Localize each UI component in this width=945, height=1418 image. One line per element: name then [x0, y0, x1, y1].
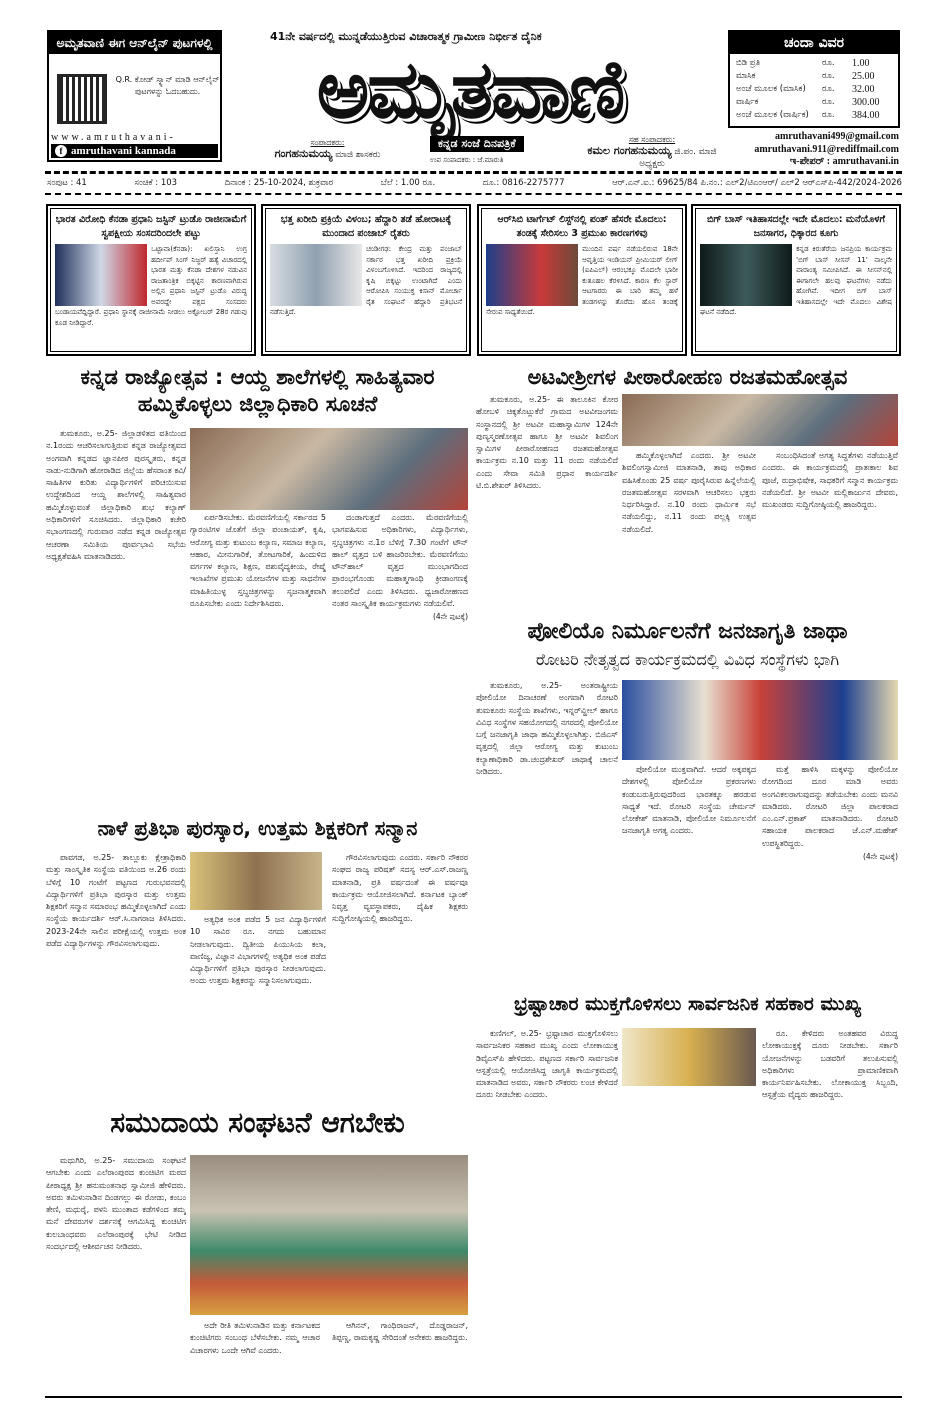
epaper-link[interactable]: ಇ-ಪೇಪರ್ : amruthavani.in	[789, 156, 899, 167]
photo-rally	[622, 680, 898, 760]
article-text: ರೂ. ಕೇಳಿದರು ಅಂತಹವರ ವಿರುದ್ಧ ಲೋಕಾಯುಕ್ತಕ್ಕೆ ದೂರು ನೀಡಬೇಕು. ಸರ್ಕಾರಿ ಯೋಜನೆಗಳನ್ನು ಬಡವರಿಗೆ ತಲುಪಿಸುವಲ್ಲಿ ಅಧಿಕಾರಿಗಳು ಪ್ರಾಮಾಣಿಕವಾಗಿ ಕಾರ್ಯನಿರ್ವಹಿಸಬೇಕು. ಲೋಕಾಯುಕ್ತ ಸಿಬ್ಬಂದಿ, ಆಸ್ಪತ್ರೆಯ ವೈದ್ಯರು ಹಾಜರಿದ್ದರು.	[762, 1029, 898, 1100]
headline-samudaya[interactable]: ಸಮುದಾಯ ಸಂಘಟನೆ ಆಗಬೇಕು	[110, 1106, 405, 1139]
facebook-link[interactable]	[51, 144, 218, 158]
continued-label: (4ನೇ ಪುಟಕ್ಕೆ)	[862, 852, 898, 862]
bottom-rule	[45, 1396, 902, 1398]
subscription-label: ಅಂಚೆ ಮೂಲಕ (ಮಾಸಿಕ)	[736, 84, 806, 94]
top-story-headline[interactable]: ಆರ್‌ಸಿಬಿ ಟಾರ್ಗೆಟ್ ಲಿಸ್ಟ್‌ನಲ್ಲಿ ಪಂತ್ ಹೆಸರೇ ಮೊದಲು: ತಂಡಕ್ಕೆ ಸೇರಿಸಲು 3 ಪ್ರಮುಖ ಕಾರಣಗಳಿವು	[497, 214, 667, 239]
headline-pratibha[interactable]: ನಾಳೆ ಪ್ರತಿಭಾ ಪುರಸ್ಕಾರ, ಉತ್ತಮ ಶಿಕ್ಷಕರಿಗೆ ಸನ್ಮಾನ	[97, 816, 418, 840]
email-rediff[interactable]: amruthavani.911@rediffmail.com	[754, 143, 899, 155]
subscription-label: ಬಿಡಿ ಪ್ರತಿ	[736, 58, 761, 68]
top-story-photo	[700, 244, 792, 306]
newspaper-subtitle: ಕನ್ನಡ ಸಂಜೆ ದಿನಪತ್ರಿಕೆ	[430, 136, 524, 152]
deputy-editor: ಉಪ ಸಂಪಾದಕರು : ಜೆ.ಮಾರುತಿ	[430, 156, 504, 164]
top-story-box[interactable]	[478, 205, 686, 355]
subscription-amount: 25.00	[852, 71, 875, 82]
qr-promo-box	[47, 30, 222, 162]
top-story-text: ಮುಂದಿನ ವರ್ಷ ನಡೆಯಲಿರುವ 18ನೇ ಆವೃತ್ತಿಯ ಇಂಡಿಯನ್ ಪ್ರೀಮಿಯರ್ ಲೀಗ್ (ಐಪಿಎಲ್) ಆರಂಭಕ್ಕೂ ಮೊದಲೇ ಭಾರೀ ಕುತೂಹಲ ಕೆರಳಿಸಿದೆ. ಕಾರಣ ಕೆಲ ಸ್ಟಾರ್ ಆಟಗಾರರು ಈ ಬಾರಿ ತಮ್ಮ ಹಳೆ ತಂಡಗಳನ್ನು ತೊರೆದು ಹೊಸ ತಂಡಕ್ಕೆ ಸೇರುವ ಸಾಧ್ಯತೆಯಿದೆ.	[486, 245, 678, 316]
photo-lokayukta	[622, 1028, 756, 1086]
issue-number: ಸಂಚಿಕೆ : 103	[134, 178, 178, 188]
subscription-row	[730, 96, 898, 109]
editor-name: ಗಂಗಹನುಮಯ್ಯ	[274, 147, 333, 160]
article-text: ಪೋಲಿಯೋ ಮುಕ್ತವಾಗಿದೆ. ಆದರೆ ಅಕ್ಕಪಕ್ಕದ ದೇಶಗಳಲ್ಲಿ ಪೋಲಿಯೋ ಪ್ರಕರಣಗಳು ಕಂಡುಬರುತ್ತಿರುವುದರಿಂದ ಭಾರತಕ್ಕೂ ಹರಡುವ ಸಾಧ್ಯತೆ ಇದೆ. ರೋಟರಿ ಸಂಸ್ಥೆಯ ಚೇರ್ಮನ್ ಲೋಕೇಶ್ ಮಾತನಾಡಿ, ಪೋಲಿಯೋ ನಿರ್ಮೂಲನೆಗೆ ಜನಜಾಗೃತಿ ಅಗತ್ಯ ಎಂದರು.	[622, 765, 756, 836]
divider	[45, 171, 902, 174]
facebook-handle: amruthavani kannada	[71, 145, 176, 157]
subscription-row	[730, 109, 898, 122]
phone: ದೂ.: 0816-2275777	[482, 178, 565, 188]
top-story-text: ಚಂಡೀಗಢ: ಕೇಂದ್ರ ಮತ್ತು ಪಂಜಾಬ್ ಸರ್ಕಾರ ಭತ್ತ ಖರೀದಿ ಪ್ರಕ್ರಿಯೆ ವಿಳಂಬಗೊಳಿಸಿದೆ. ಇದರಿಂದ ರಾಜ್ಯದಲ್ಲಿ ಕೃಷಿ ಬಿಕ್ಕಟ್ಟು ಉಂಟಾಗಿದೆ ಎಂದು ಆರೋಪಿಸಿ ಸಂಯುಕ್ತ ಕಿಸಾನ್ ಮೋರ್ಚಾ ರೈತ ಸಂಘಟನೆ ಹೆದ್ದಾರಿ ಪ್ರತಿಭಟನೆ ನಡೆಸುತ್ತಿದೆ.	[270, 245, 462, 316]
subheadline-polio: ರೋಟರಿ ನೇತೃತ್ವದ ಕಾರ್ಯಕ್ರಮದಲ್ಲಿ ವಿವಿಧ ಸಂಸ್ಥೆಗಳು ಭಾಗಿ	[535, 650, 840, 669]
subscription-label: ಮಾಸಿಕ	[736, 71, 756, 81]
headline-corruption[interactable]: ಭ್ರಷ್ಟಾಚಾರ ಮುಕ್ತಗೊಳಿಸಲು ಸಾರ್ವಜನಿಕ ಸಹಕಾರ ಮುಖ್ಯ	[513, 993, 862, 1015]
subscription-row	[730, 83, 898, 96]
top-story-photo	[55, 244, 147, 306]
photo-meeting	[190, 428, 468, 510]
article-text: ಗೌರವಿಸಲಾಗುವುದು ಎಂದರು. ಸರ್ಕಾರಿ ನೌಕರರ ಸಂಘದ ರಾಜ್ಯ ಪರಿಷತ್ ಸದಸ್ಯ ಆರ್.ಎಸ್.ರಾಜಣ್ಣ ಮಾತನಾಡಿ, ಪ್ರತಿ ವರ್ಷದಂತೆ ಈ ವರ್ಷವೂ ಕಾರ್ಯಕ್ರಮ ಆಯೋಜಿಸಲಾಗಿದೆ. ಕರ್ನಾಟಕ ಬ್ಯಾಂಕ್ ನಿವೃತ್ತ ವ್ಯವಸ್ಥಾಪಕರು, ದೈಹಿಕ ಶಿಕ್ಷಕರು ಸುದ್ದಿಗೋಷ್ಠಿಯಲ್ಲಿ ಹಾಜರಿದ್ದರು.	[332, 853, 468, 924]
subscription-label: ವಾರ್ಷಿಕ	[736, 97, 759, 107]
article-text: ಕುಣಿಗಲ್, ಅ.25- ಭ್ರಷ್ಟಾಚಾರ ಮುಕ್ತಗೊಳಿಸಲು ಸಾರ್ವಜನಿಕರ ಸಹಕಾರ ಮುಖ್ಯ ಎಂದು ಲೋಕಾಯುಕ್ತ ಡಿವೈಎಸ್‌ಪಿ ಹೇಳಿದರು. ಪಟ್ಟಣದ ಸರ್ಕಾರಿ ಸಾರ್ವಜನಿಕ ಆಸ್ಪತ್ರೆಯಲ್ಲಿ ಆಯೋಜಿಸಿದ್ದ ಜಾಗೃತಿ ಕಾರ್ಯಕ್ರಮದಲ್ಲಿ ಮಾತನಾಡಿದ ಅವರು, ಸರ್ಕಾರಿ ನೌಕರರು ಲಂಚ ಕೇಳಿದರೆ ದೂರು ನೀಡಬೇಕು ಎಂದರು.	[476, 1029, 618, 1100]
subscription-cur: ರೂ.	[822, 97, 835, 107]
issue-date: ದಿನಾಂಕ : 25-10-2024, ಶುಕ್ರವಾರ	[224, 178, 334, 188]
contact-block	[754, 131, 899, 169]
coeditor-name: ಕಮಲ ಗಂಗಹನುಮಯ್ಯ	[587, 144, 672, 157]
continued-label: (4ನೇ ಪುಟಕ್ಕೆ)	[432, 612, 468, 622]
coeditor-note: ಜಿ.ಪಂ. ಮಾಜಿ ಅಧ್ಯಕ್ಷರು	[639, 147, 717, 169]
article-text: ತುಮಕೂರು, ಅ.25- ಜಿಲ್ಲಾಡಳಿತದ ವತಿಯಿಂದ ನ.1ರಂದು ಆಚರಿಸಲಾಗುತ್ತಿರುವ ಕನ್ನಡ ರಾಜ್ಯೋತ್ಸವದ ಅಂಗವಾಗಿ ಕನ್ನಡದ ಜ್ಞಾನಪೀಠ ಪುರಸ್ಕೃತರು, ಕನ್ನಡ ನಾಡು-ನುಡಿಗಾಗಿ ಹೋರಾಡಿದ ಜಿಲ್ಲೆಯ ಹೆಸರಾಂತ ಕವಿ/ಸಾಹಿತಿಗಳ ಕುರಿತು ವಿದ್ಯಾರ್ಥಿಗಳಿಗೆ ಪರಿಚಯಿಸುವ ಉದ್ದೇಶದಿಂದ ಆಯ್ದ ಶಾಲೆಗಳಲ್ಲಿ ಸಾಹಿತ್ಯವಾರ ಹಮ್ಮಿಕೊಳ್ಳುವಂತೆ ಜಿಲ್ಲಾಧಿಕಾರಿ ಶುಭ ಕಲ್ಯಾಣ್ ಅಧಿಕಾರಿಗಳಿಗೆ ಸೂಚಿಸಿದರು. ಜಿಲ್ಲಾಧಿಕಾರಿ ಕಚೇರಿ ಸಭಾಂಗಣದಲ್ಲಿ ಗುರುವಾರ ನಡೆದ ಕನ್ನಡ ರಾಜ್ಯೋತ್ಸವ ಆಚರಣಾ ಸಮಿತಿಯ ಪೂರ್ವಭಾವಿ ಸಭೆಯ ಅಧ್ಯಕ್ಷತೆವಹಿಸಿ ಮಾತನಾಡಿದರು.	[46, 429, 186, 561]
article-text: ಏರ್ಪಡಿಸಬೇಕು. ಮೆರವಣಿಗೆಯಲ್ಲಿ ಸರ್ಕಾರದ 5 ಗ್ಯಾರಂಟಿಗಳ ಜೊತೆಗೆ ಜಿಲ್ಲಾ ಪಂಚಾಯತ್, ಕೃಷಿ, ಆರೋಗ್ಯ ಮತ್ತು ಕುಟುಂಬ ಕಲ್ಯಾಣ, ಸಮಾಜ ಕಲ್ಯಾಣ, ಆಹಾರ, ಮೀನುಗಾರಿಕೆ, ತೋಟಗಾರಿಕೆ, ಹಿಂದುಳಿದ ವರ್ಗಗಳ ಕಲ್ಯಾಣ, ಶಿಕ್ಷಣ, ಪಶುವೈದ್ಯಕೀಯ, ರೇಷ್ಮೆ ಇಲಾಖೆಗಳ ಪ್ರಮುಖ ಯೋಜನೆಗಳ ಮತ್ತು ಸಾಧನೆಗಳ ಮಾಹಿತಿಯುಳ್ಳ ಸ್ತಬ್ಧಚಿತ್ರಗಳನ್ನು ಸೃಜನಾತ್ಮಕವಾಗಿ ರೂಪಿಸಬೇಕು ಎಂದು ನಿರ್ದೇಶಿಸಿದರು.	[190, 513, 326, 609]
masthead-tagline: 41ನೇ ವರ್ಷದಲ್ಲಿ ಮುನ್ನಡೆಯುತ್ತಿರುವ ವಿಚಾರಾತ್ಮಕ ಗ್ರಾಮೀಣ ನಿರ್ಭೀತ ದೈನಿಕ	[270, 30, 542, 43]
headline-rajyotsava[interactable]: ಕನ್ನಡ ರಾಜ್ಯೋತ್ಸವ : ಆಯ್ದ ಶಾಲೆಗಳಲ್ಲಿ ಸಾಹಿತ್ಯವಾರ ಹಮ್ಮಿಕೊಳ್ಳಲು ಜಿಲ್ಲಾಧಿಕಾರಿ ಸೂಚನೆ	[80, 365, 435, 417]
article-text: ದಂಡಾಗುತ್ತದೆ ಎಂದರು. ಮೆರವಣಿಗೆಯಲ್ಲಿ ಭಾಗವಹಿಸುವ ಅಧಿಕಾರಿಗಳು, ವಿದ್ಯಾರ್ಥಿಗಳು, ಸ್ತಬ್ಧಚಿತ್ರಗಳು ನ.1ರ ಬೆಳಿಗ್ಗೆ 7.30 ಗಂಟೆಗೆ ಟೌನ್ ಹಾಲ್ ವೃತ್ತದ ಬಳಿ ಹಾಜರಿರಬೇಕು. ಮೆರವಣಿಗೆಯು ಟೌನ್‌ಹಾಲ್ ವೃತ್ತದ ಮುಂಭಾಗದಿಂದ ಪ್ರಾರಂಭಗೊಂಡು ಮಹಾತ್ಮಗಾಂಧಿ ಕ್ರೀಡಾಂಗಣಕ್ಕೆ ತಲುಪಲಿದೆ ಎಂದು ತಿಳಿಸಿದರು. ಧ್ವಜಾರೋಹಣದ ನಂತರ ಸಾಂಸ್ಕೃತಿಕ ಕಾರ್ಯಕ್ರಮಗಳು ನಡೆಯಲಿವೆ.	[332, 513, 468, 609]
article-text: ಮತ್ತೆ ಹಾಳಿಸಿ ಮಕ್ಕಳನ್ನು ಪೋಲಿಯೋ ರೋಗದಿಂದ ದೂರ ಮಾಡಿ ಅವರು ಅಂಗವಿಕಲರಾಗುವುದನ್ನು ತಡೆಯಬೇಕು ಎಂದು ಮನವಿ ಮಾಡಿದರು. ರೋಟರಿ ಜಿಲ್ಲಾ ಪಾಲಕರಾದ ಎಂ.ಎನ್.ಪ್ರಕಾಶ್ ಮಾತನಾಡಿದರು. ರೋಟರಿ ಸಹಾಯಕ ಪಾಲಕರಾದ ಜೆ.ಎನ್.ಮಹೇಶ್ ಉಪಸ್ಥಿತರಿದ್ದರು.	[762, 765, 898, 848]
article-text: ಸಂಬಂಧಿಸಿದಂತೆ ಅಗತ್ಯ ಸಿದ್ಧತೆಗಳು ನಡೆಯುತ್ತಿವೆ ಎಂದರು. ಈ ಕಾರ್ಯಕ್ರಮದಲ್ಲಿ ಪ್ರಾತಃಕಾಲ ಶಿವ ಪೂಜೆ, ರುದ್ರಾಭಿಷೇಕ, ಸಾಧಕರಿಗೆ ಸನ್ಮಾನ ಕಾರ್ಯಕ್ರಮ ನಡೆಯಲಿದೆ. ಶ್ರೀ ಅಟವೀ ಮಲ್ಲಿಕಾರ್ಜುನ ದೇವರು, ಮುಖಂಡರು ಸುದ್ದಿಗೋಷ್ಠಿಯಲ್ಲಿ ಹಾಜರಿದ್ದರು.	[762, 451, 898, 510]
top-story-photo	[270, 244, 362, 306]
article-text: ಪಾವಗಡ, ಅ.25- ತಾಲ್ಲೂಕು ಕ್ಷೇತ್ರಾಧಿಕಾರಿ ಮತ್ತು ಸಾಂಸ್ಕೃತಿಕ ಸಂಸ್ಥೆಯ ವತಿಯಿಂದ ಅ.26 ರಂದು ಬೆಳಿಗ್ಗೆ 10 ಗಂಟೆಗೆ ಪಟ್ಟಣದ ಗುರುಭವನದಲ್ಲಿ ವಿದ್ಯಾರ್ಥಿಗಳಿಗೆ ಪ್ರತಿಭಾ ಪುರಸ್ಕಾರ ಮತ್ತು ಉತ್ತಮ ಶಿಕ್ಷಕರಿಗೆ ಸನ್ಮಾನ ಸಮಾರಂಭ ಹಮ್ಮಿಕೊಳ್ಳಲಾಗಿದೆ ಎಂದು ಸಂಸ್ಥೆಯ ಕಾರ್ಯದರ್ಶಿ ಆರ್.ಸಿ.ನಾಗರಾಜ ತಿಳಿಸಿದರು. 2023-24ನೇ ಸಾಲಿನ ಪರೀಕ್ಷೆಯಲ್ಲಿ ಉತ್ತಮ ಅಂಕ ಪಡೆದ ವಿದ್ಯಾರ್ಥಿಗಳನ್ನು ಗೌರವಿಸಲಾಗುವುದು.	[46, 853, 186, 949]
subscription-amount: 300.00	[852, 97, 880, 108]
coeditor-label: ಸಹ ಸಂಪಾದಕರು:	[628, 135, 676, 144]
article-text: ಅತ್ಯಧಿಕ ಅಂಕ ಪಡೆದ 5 ಜನ ವಿದ್ಯಾರ್ಥಿಗಳಿಗೆ 10 ಸಾವಿರ ರೂ. ನಗದು ಬಹುಮಾನ ನೀಡಲಾಗುವುದು. ದ್ವಿತೀಯ ಪಿಯುಸಿಯ ಕಲಾ, ವಾಣಿಜ್ಯ, ವಿಜ್ಞಾನ ವಿಭಾಗಗಳಲ್ಲಿ ಅತ್ಯಧಿಕ ಅಂಕ ಪಡೆದ ವಿದ್ಯಾರ್ಥಿಗಳಿಗೆ ಪ್ರತಿಭಾ ಪುರಸ್ಕಾರ ನೀಡಲಾಗುವುದು. ಅಂದು ಉತ್ತಮ ಶಿಕ್ಷಕರನ್ನು ಸನ್ಮಾನಿಸಲಾಗುವುದು.	[190, 915, 326, 986]
editor-label: ಸಂಪಾದಕರು:	[310, 138, 345, 147]
subscription-row	[730, 57, 898, 70]
editor-block	[235, 138, 420, 161]
headline-polio[interactable]: ಪೋಲಿಯೊ ನಿರ್ಮೂಲನೆಗೆ ಜನಜಾಗೃತಿ ಜಾಥಾ	[527, 619, 848, 644]
email-gmail[interactable]: amruthavani499@gmail.com	[774, 131, 899, 142]
top-story-box[interactable]	[47, 205, 255, 355]
coeditor-block	[582, 135, 722, 170]
newspaper-title: ಅಮೃತವಾಣಿ	[316, 43, 624, 136]
article-text: ಆಗಿನನ್, ಗಾಂಧಿರಾಜನ್, ದೊಡ್ಡರಾಜನ್, ತಿಪ್ಪಣ್ಣ, ರಾಮಕೃಷ್ಣ ಸೇರಿದಂತೆ ಅನೇಕರು ಹಾಜರಿದ್ದರು.	[332, 1321, 468, 1343]
subscription-cur: ರೂ.	[822, 84, 835, 94]
volume: ಸಂಪುಟ : 41	[47, 178, 87, 188]
subscription-heading: ಚಂದಾ ವಿವರ	[730, 32, 898, 54]
subscription-amount: 384.00	[852, 110, 880, 121]
subscription-amount: 32.00	[852, 84, 875, 95]
website-url[interactable]: www.amruthavani-	[51, 132, 176, 143]
top-story-text: ಕನ್ನಡ ಕಿರುತೆರೆಯ ಜನಪ್ರಿಯ ಕಾರ್ಯಕ್ರಮ 'ಬಿಗ್ ಬಾಸ್ ಸೀಸನ್ 11' ನಾಲ್ಕನೇ ವಾರಾಂತ್ಯ ಸಮೀಪಿಸಿದೆ. ಈ ಸೀಸನ್‌ನಲ್ಲಿ ಈಗಾಗಲೇ ಹಲವು ಘಟನೆಗಳು ನಡೆದು ಹೋಗಿವೆ. ಇದೀಗ ಬಿಗ್ ಬಾಸ್ ಇತಿಹಾಸದಲ್ಲೇ ಇದೇ ಮೊದಲು ವಿಶೇಷ ಘಟನೆ ನಡೆದಿದೆ.	[700, 245, 892, 316]
subscription-cur: ರೂ.	[822, 110, 835, 120]
top-story-text: ಒಟ್ಟಾವಾ(ಕೆನಡಾ): ಖಲಿಸ್ತಾನಿ ಉಗ್ರ ಹರ್ದೀಪ್ ಸಿಂಗ್ ನಿಜ್ಜರ್ ಹತ್ಯೆ ವಿಚಾರದಲ್ಲಿ ಭಾರತ ಮತ್ತು ಕೆನಡಾ ದೇಶಗಳ ನಡುವಿನ ರಾಜತಾಂತ್ರಿಕ ಬಿಕ್ಕಟ್ಟಿನ ಕಾರಣವಾಗಿರುವ ಅಲ್ಲಿನ ಪ್ರಧಾನಿ ಜಸ್ಟಿನ್ ಟ್ರುಡೊ ವಿರುದ್ಧ ಅವರದ್ದೇ ಪಕ್ಷದ ಸಂಸದರು ಬಂಡಾಯವೆದ್ದಿದ್ದಾರೆ. ಪ್ರಧಾನಿ ಸ್ಥಾನಕ್ಕೆ ರಾಜೀನಾಮೆ ನೀಡಲು ಅಕ್ಟೋಬರ್ 28ರ ಗಡುವು ಕೂಡ ನೀಡಿದ್ದಾರೆ.	[55, 245, 247, 327]
article-text: ಅದೇ ರೀತಿ ತಮಿಳುನಾಡಿನ ಮತ್ತು ಕರ್ನಾಟಕದ ಕುಂಚಿಟಿಗರು ಸಂಬಂಧ ಬೆಳೆಸಬೇಕು. ನಮ್ಮ ಆಚಾರ ವಿಚಾರಗಳು ಒಂದೇ ಆಗಿವೆ ಎಂದರು.	[190, 1321, 320, 1355]
article-text: ಹಮ್ಮಿಕೊಳ್ಳಲಾಗಿದೆ ಎಂದರು. ಶ್ರೀ ಅಟವೀ ಶಿವಲಿಂಗಸ್ವಾಮೀಜಿ ಮಾತನಾಡಿ, ತಾವು ಅಧಿಕಾರ ವಹಿಸಿಕೊಂಡು 25 ವರ್ಷ ಪೂರೈಸಿರುವ ಹಿನ್ನೆಲೆಯಲ್ಲಿ ರಜತಮಹೋತ್ಸವ ಸರಳವಾಗಿ ಆಚರಿಸಲು ಭಕ್ತರು ನಿರ್ಧರಿಸಿದ್ದಾರೆ. ನ.10 ರಂದು ಧಾರ್ಮಿಕ ಸಭೆ ನಡೆಯಲಿದ್ದು, ನ.11 ರಂದು ಪಲ್ಲಕ್ಕಿ ಉತ್ಸವ ನಡೆಯಲಿದೆ.	[622, 451, 756, 534]
top-story-photo	[486, 244, 578, 306]
subscription-row	[730, 70, 898, 83]
subscription-cur: ರೂ.	[822, 58, 835, 68]
article-text: ತುಮಕೂರು, ಅ.25- ಈ ತಾಲೂಕಿನ ಕೋರ ಹೋಬಳಿ ಚಿಕ್ಕತೊಟ್ಲುಕೆರೆ ಗ್ರಾಮದ ಅಟವೀಜಂಗಮ ಸಂಸ್ಥಾನದಲ್ಲಿ ಶ್ರೀ ಅಟವೀ ಮಹಾಸ್ವಾಮಿಗಳ 124ನೇ ಪುಣ್ಯಸ್ಮರಣೋತ್ಸವ ಹಾಗೂ ಶ್ರೀ ಅಟವೀ ಶಿವಲಿಂಗ ಸ್ವಾಮಿಗಳ ಪೀಠಾರೋಹಣದ ರಜತಮಹೋತ್ಸವ ಕಾರ್ಯಕ್ರಮ ನ.10 ಮತ್ತು 11 ರಂದು ನಡೆಯಲಿದೆ ಎಂದು ಸೇವಾ ಸಮಿತಿ ಪ್ರಧಾನ ಕಾರ್ಯದರ್ಶಿ ಟಿ.ಬಿ.ಶೇಖರ್ ತಿಳಿಸಿದರು.	[476, 395, 618, 491]
registration: ಆರ್.ಎನ್.ಐ.: 69625/84 ಪಿ.ನಂ.: ಎಲ್2/ಟಿಎಂಆರ್/ ಎಲ್2 ಆರ್‌ಎಸ್‌ಪಿ-442/2024-2026	[612, 178, 902, 188]
price: ಬೆಲೆ : 1.00 ರೂ.	[380, 178, 436, 188]
article-text: ಮಧುಗಿರಿ, ಅ.25- ಸಮುದಾಯ ಸಂಘಟನೆ ಆಗಬೇಕು ಎಂದು ಎಲೆರಾಂಪುರದ ಕುಂಚಿಟಿಗ ಮಠದ ಪೀಠಾಧ್ಯಕ್ಷ ಶ್ರೀ ಹನುಮಂತನಾಥ ಸ್ವಾಮೀಜಿ ಹೇಳಿದರು. ಅವರು ತಮಿಳುನಾಡಿನ ದಿಂಡಗಲ್ಲು ಈ ರೋಡು, ಕಂಬಂ ತೇಣಿ, ಮಧುರೈ, ಪಳನಿ ಮುಂತಾದ ಕಡೆಗಳಿಂದ ತಮ್ಮ ಮನೆ ದೇವರುಗಳ ದರ್ಶನಕ್ಕೆ ಆಗಮಿಸಿದ್ದ ಕುಂಚಿಟಿಗ ಕುಲಬಾಂಧವರು ಎಲೆರಾಂಪುರಕ್ಕೆ ಭೇಟಿ ನೀಡಿದ ಸಂದರ್ಭದಲ್ಲಿ ಆಶೀರ್ವಚನ ನೀಡಿದರು.	[46, 1156, 186, 1252]
subscription-cur: ರೂ.	[822, 71, 835, 81]
photo-gathering	[190, 1155, 468, 1315]
photo-press-meet	[190, 852, 322, 910]
photo-swamijis	[622, 394, 898, 446]
qr-code-icon[interactable]	[57, 74, 107, 124]
subscription-box	[728, 30, 900, 128]
subscription-amount: 1.00	[852, 58, 870, 69]
qr-promo-text: Q.R. ಕೋಡ್ ಸ್ಕ್ಯಾನ್ ಮಾಡಿ ಆನ್‌ಲೈನ್ ಪುಟಗಳನ್ನು ಓದಬಹುದು.	[115, 75, 220, 96]
qr-promo-heading: ಅಮೃತವಾಣಿ ಈಗ ಆನ್‌ಲೈನ್ ಪುಟಗಳಲ್ಲಿ	[49, 32, 220, 54]
facebook-icon: f	[55, 145, 67, 157]
divider	[45, 193, 902, 195]
issue-info-bar	[47, 177, 902, 189]
top-story-box[interactable]	[692, 205, 900, 355]
top-story-headline[interactable]: ಭತ್ತ ಖರೀದಿ ಪ್ರಕ್ರಿಯೆ ವಿಳಂಬ; ಹೆದ್ದಾರಿ ತಡೆ ಹೋರಾಟಕ್ಕೆ ಮುಂದಾದ ಪಂಜಾಬ್ ರೈತರು	[280, 214, 452, 239]
headline-rajatamahotsava[interactable]: ಅಟವೀಶ್ರೀಗಳ ಪೀಠಾರೋಹಣ ರಜತಮಹೋತ್ಸವ	[527, 365, 848, 389]
top-story-box[interactable]	[262, 205, 470, 355]
subscription-label: ಅಂಚೆ ಮೂಲಕ (ವಾರ್ಷಿಕ)	[736, 110, 809, 120]
article-text: ತುಮಕೂರು, ಅ.25- ಅಂತರಾಷ್ಟ್ರೀಯ ಪೋಲಿಯೋ ದಿನಾಚರಣೆ ಅಂಗವಾಗಿ ರೋಟರಿ ತುಮಕೂರು ಸಂಸ್ಥೆಯ ಶಾಖೆಗಳು, ಇನ್ನರ್‌ವ್ಹೀಲ್ ಹಾಗೂ ವಿವಿಧ ಸಂಸ್ಥೆಗಳ ಸಹಯೋಗದಲ್ಲಿ ನಗರದಲ್ಲಿ ಪೋಲಿಯೋ ಬಗ್ಗೆ ಜನಜಾಗೃತಿ ಜಾಥಾ ಹಮ್ಮಿಕೊಳ್ಳಲಾಗಿತ್ತು. ಬಿಜಿಎಸ್ ವೃತ್ತದಲ್ಲಿ ಜಿಲ್ಲಾ ಆರೋಗ್ಯ ಮತ್ತು ಕುಟುಂಬ ಕಲ್ಯಾಣಾಧಿಕಾರಿ ಡಾ.ಚಂದ್ರಶೇಖರ್ ಜಾಥಾಕ್ಕೆ ಚಾಲನೆ ನೀಡಿದರು.	[476, 681, 618, 777]
top-story-headline[interactable]: ಬಿಗ್ ಬಾಸ್ ಇತಿಹಾಸದಲ್ಲೇ ಇದೇ ಮೊದಲು: ಮನೆಯೊಳಗೆ ಜನಸಾಗರ, ಧಿಕ್ಕಾರದ ಕೂಗು	[707, 214, 885, 239]
editor-note: ಮಾಜಿ ಶಾಸಕರು	[335, 150, 381, 160]
top-story-headline[interactable]: ಭಾರತ ವಿರೋಧಿ ಕೆನಡಾ ಪ್ರಧಾನಿ ಜಸ್ಟಿನ್ ಟ್ರುಡೊ ರಾಜೀನಾಮೆಗೆ ಸ್ವಪಕ್ಷೀಯ ಸಂಸದರಿಂದಲೇ ಪಟ್ಟು	[55, 214, 247, 239]
